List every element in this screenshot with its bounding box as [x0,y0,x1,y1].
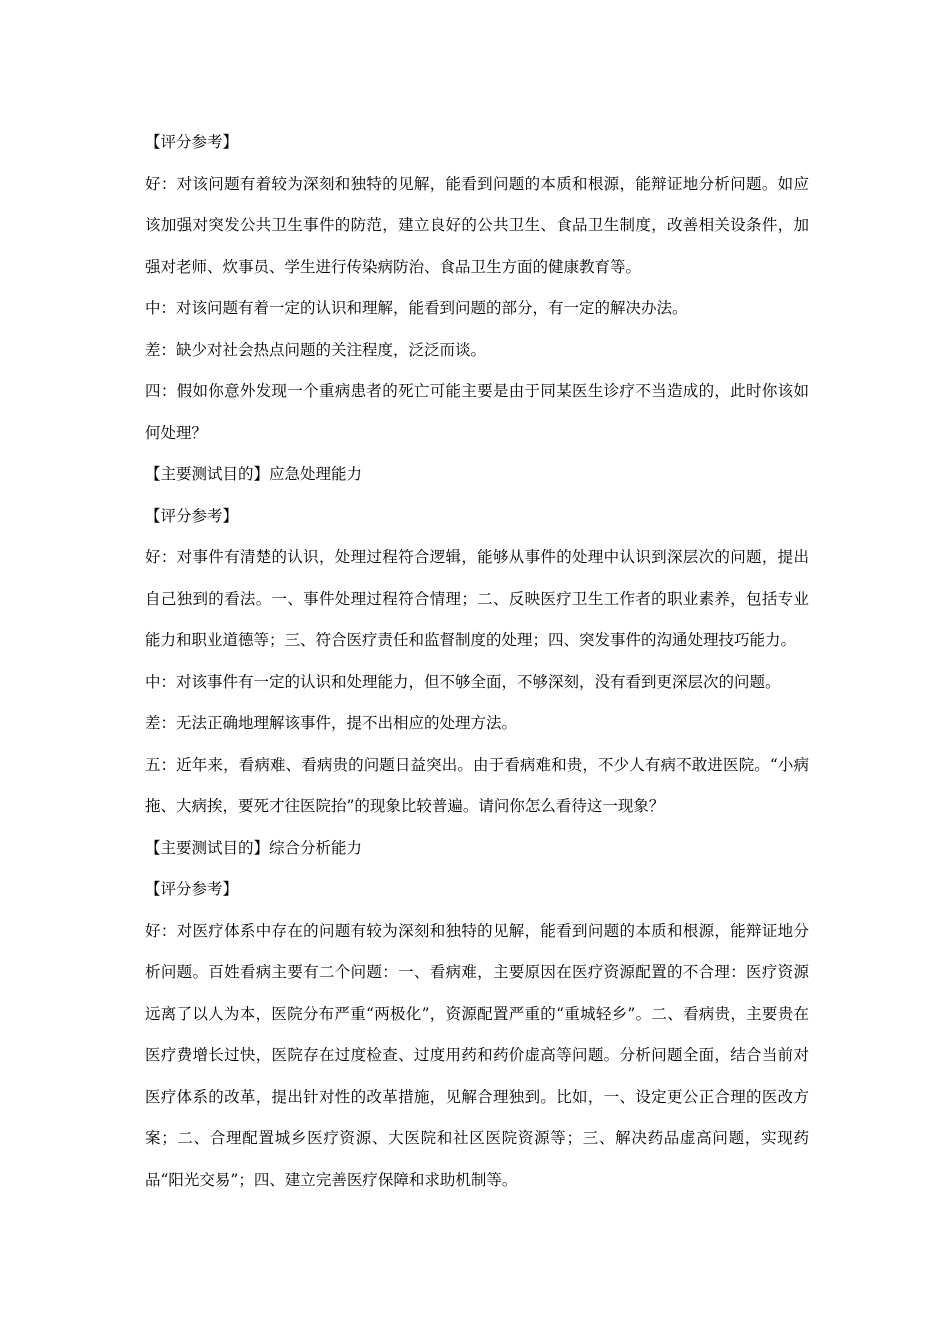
paragraph-good-four: 好：对事件有清楚的认识，处理过程符合逻辑，能够从事件的处理中认识到深层次的问题，提出自己独到的看法。一、事件处理过程符合情理；二、反映医疗卫生工作者的职业素养，包括专业能力和职业道德等；三、符合医疗责任和监督制度的处理；四、突发事件的沟通处理技巧能力。 [145,548,809,649]
heading-scoring-reference-five: 【评分参考】 [145,880,239,898]
question-four: 四：假如你意外发现一个重病患者的死亡可能主要是由于同某医生诊疗不当造成的，此时你该如何处理？ [145,382,809,442]
paragraph-medium-1: 中：对该问题有着一定的认识和理解，能看到问题的部分，有一定的解决办法。 [145,299,688,317]
paragraph-poor-1: 差：缺少对社会热点问题的关注程度，泛泛而谈。 [145,340,487,359]
paragraph-good-1: 好：对该问题有着较为深刻和独特的见解，能看到问题的本质和根源，能辩证地分析问题。如应该加强对突发公共卫生事件的防范，建立良好的公共卫生、食品卫生制度，改善相关设条件，加强对老师、炊事员、学生进行传染病防治、食品卫生方面的健康教育等。 [145,174,809,276]
heading-scoring-reference: 【评分参考】 [145,133,239,151]
document-page [145,122,809,1201]
heading-test-purpose-five: 【主要测试目的】综合分析能力 [145,838,363,857]
paragraph-medium-four: 中：对该事件有一定的认识和处理能力，但不够全面，不够深刻，没有看到更深层次的问题。 [145,672,781,691]
heading-test-purpose-four: 【主要测试目的】应急处理能力 [145,465,363,483]
heading-scoring-reference-four: 【评分参考】 [145,506,239,525]
paragraph-poor-four: 差：无法正确地理解该事件，提不出相应的处理方法。 [145,714,518,732]
question-five: 五：近年来，看病难、看病贵的问题日益突出。由于看病难和贵，不少人有病不敢进医院。“小病拖、大病挨，要死才往医院抬”的现象比较普遍。请问你怎么看待这一现象？ [145,755,809,815]
paragraph-good-five: 好：对医疗体系中存在的问题有较为深刻和独特的见解，能看到问题的本质和根源，能辩证地分析问题。百姓看病主要有二个问题：一、看病难，主要原因在医疗资源配置的不合理：医疗资源远离了以人为本，医院分布严重“两极化”，资源配置严重的“重城轻乡”。二、看病贵，主要贵在医疗费增长过快，医院存在过度检查、过度用药和药价虚高等问题。分析问题全面，结合当前对医疗体系的改革，提出针对性的改革措施，见解合理独到。比如，一、设定更公正合理的医改方案；二、合理配置城乡医疗资源、大医院和社区医院资源等；三、解决药品虚高问题，实现药品“阳光交易”；四、建立完善医疗保障和求助机制等。 [145,921,809,1189]
